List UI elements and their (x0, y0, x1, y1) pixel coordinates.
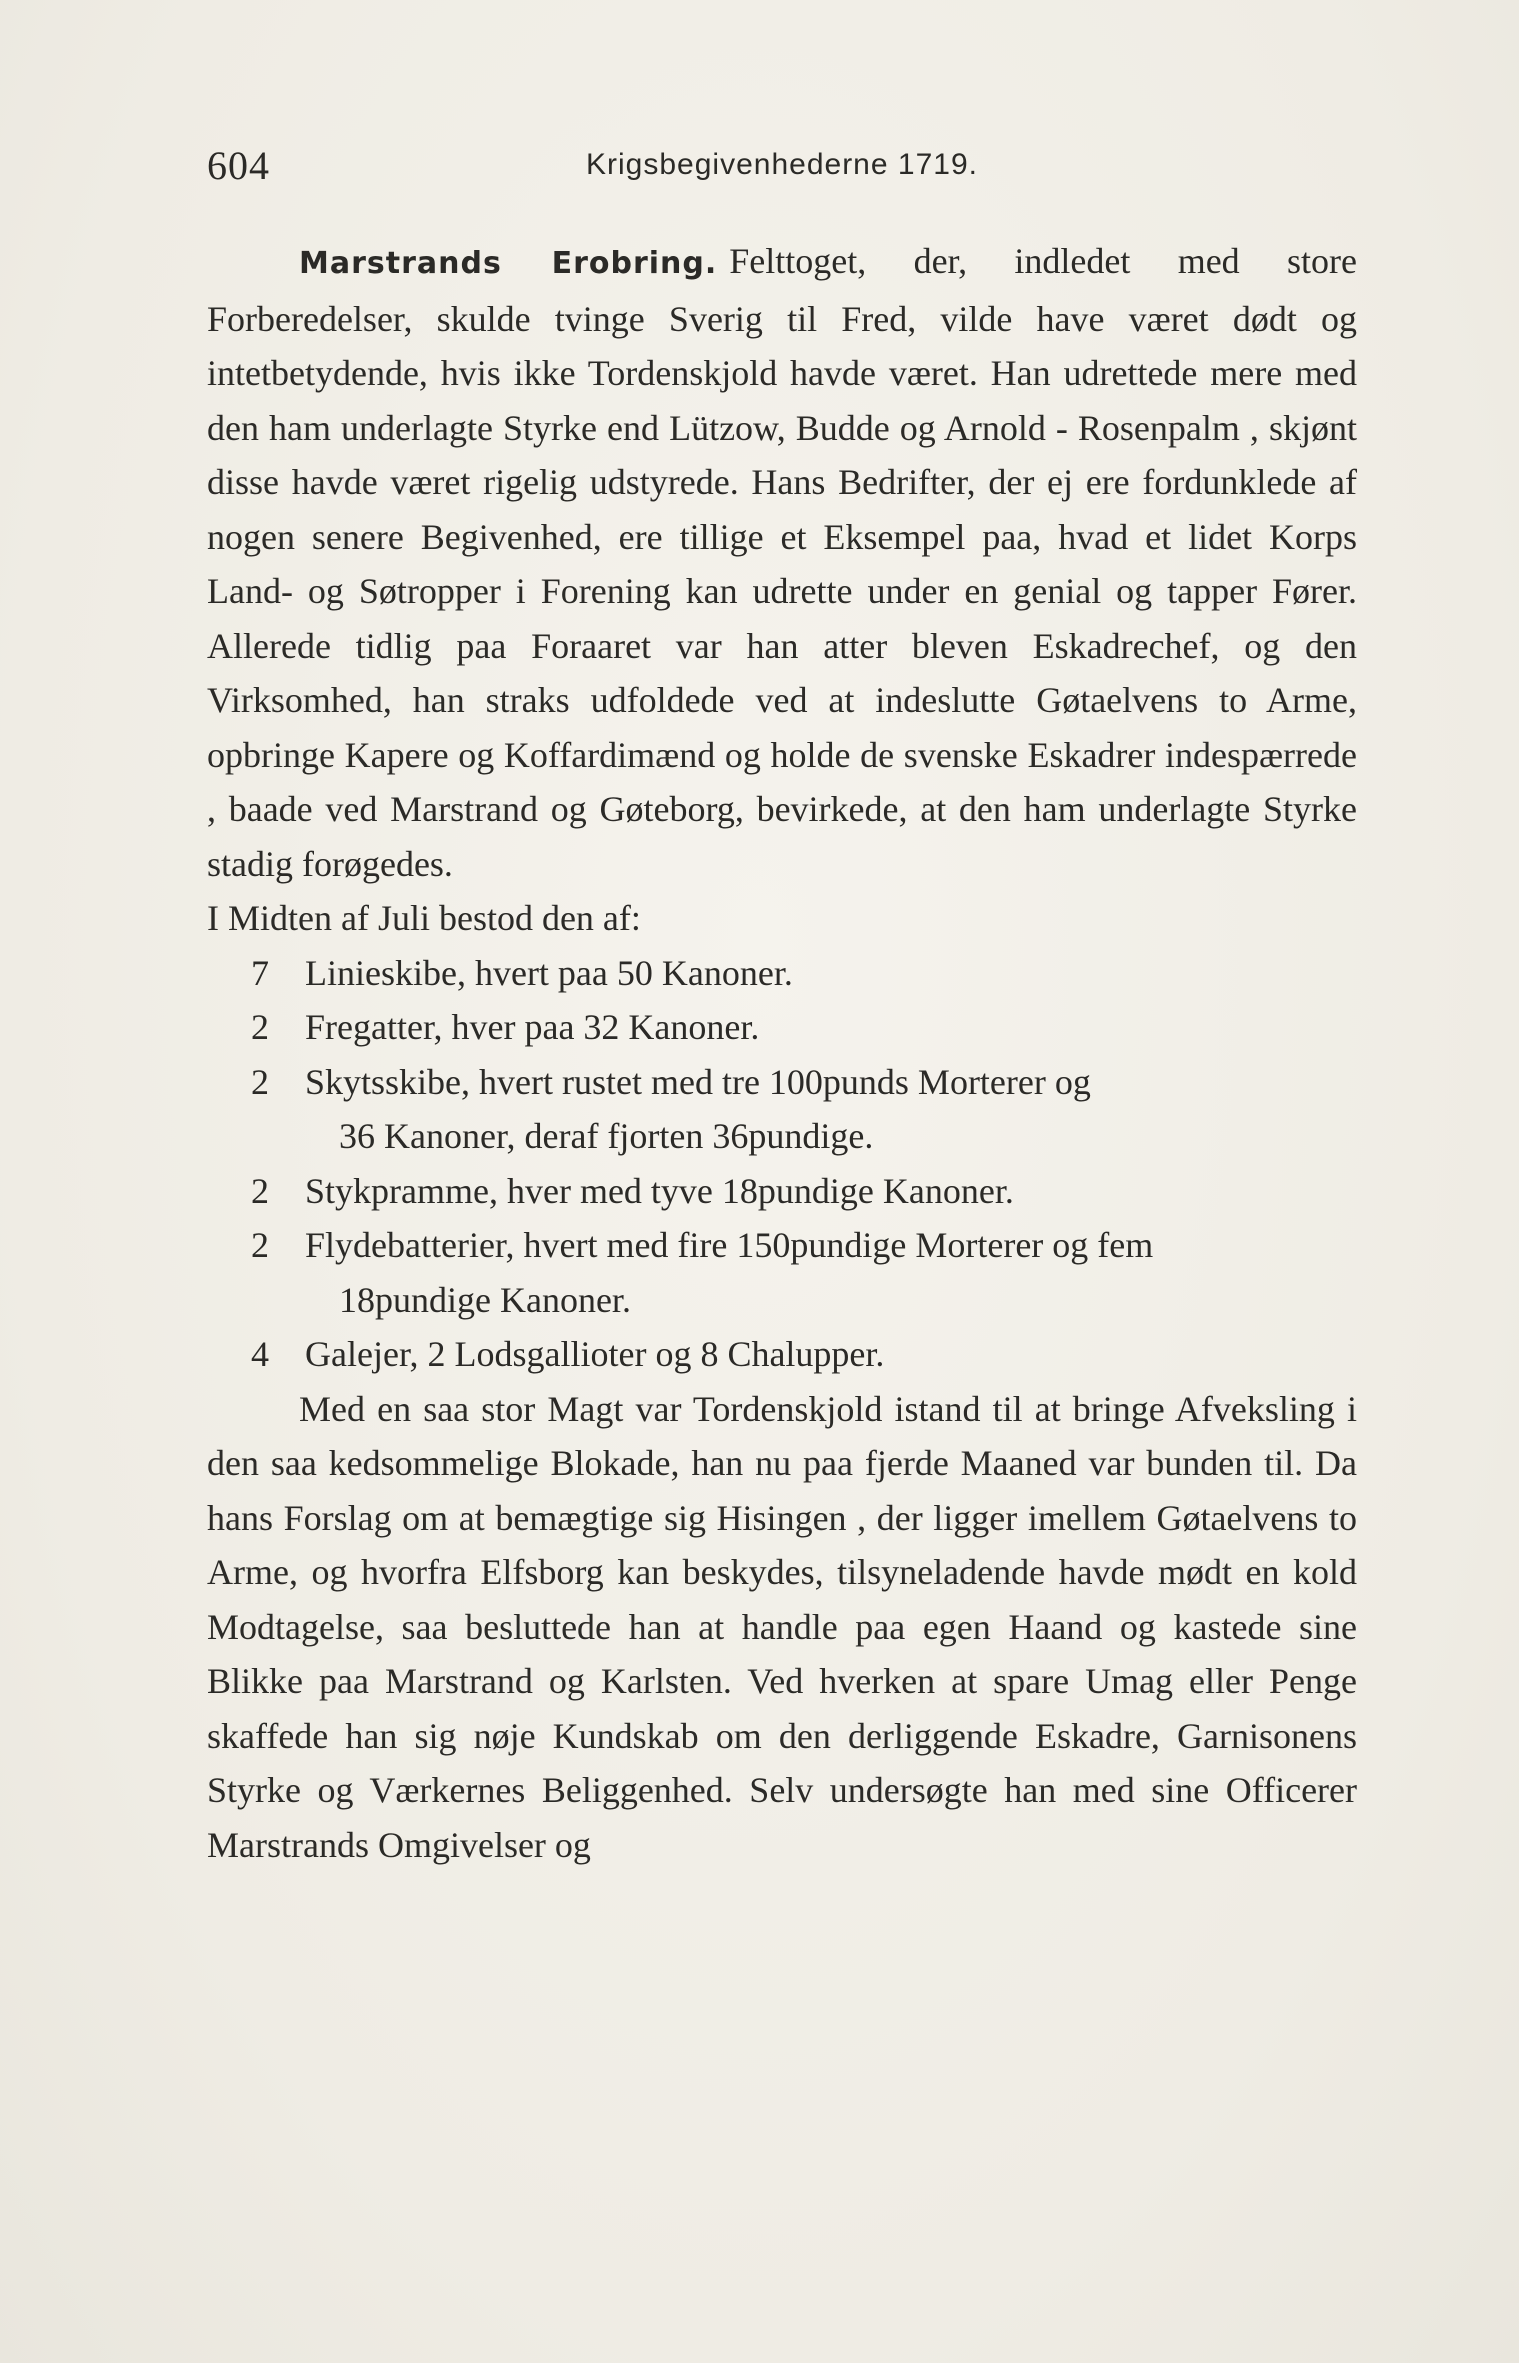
item-count: 4 (251, 1334, 269, 1374)
list-item (207, 1327, 1357, 1382)
list-item (207, 1164, 1357, 1219)
intro-text: Felttoget, der, indledet med store Forberedelser, skulde tvinge Sverig til Fred, vilde have været dødt og intetbetydende, hvis ikke Tordenskjold havde været. Han udrettede mere med den ham underlagte Styrke end Lützow, Budde og Arnold - Rosenpalm , skjønt disse havde været rigelig udstyrede. Hans Bedrifter, der ej ere fordunklede af nogen senere Begivenhed, ere tillige et Eksempel paa, hvad et lidet Korps Land- og Søtropper i Forening kan udrette under en genial og tapper Fører. Allerede tidlig paa Foraaret var han atter bleven Eskadrechef, og den Virksomhed, han straks udfoldede ved at indeslutte Gøtaelvens to Arme, opbringe Kapere og Koffardimænd og holde de svenske Eskadrer indespærrede , baade ved Marstrand og Gøteborg, bevirkede, at den ham underlagte Styrke stadig forøgedes. (207, 241, 1357, 884)
body-text (207, 234, 1357, 1872)
list-item (207, 1055, 1357, 1164)
item-continuation: 36 Kanoner, deraf fjorten 36pundige. (339, 1116, 874, 1156)
item-text: Skytsskibe, hvert rustet med tre 100punds Morterer og 36 Kanoner, deraf fjorten 36pundige. (305, 1055, 1357, 1164)
item-continuation: 18pundige Kanoner. (339, 1279, 631, 1320)
item-text: Linieskibe, hvert paa 50 Kanoner. (305, 952, 793, 993)
list-intro: I Midten af Juli bestod den af: (207, 898, 641, 938)
item-count: 2 (251, 1170, 269, 1211)
item-text: Fregatter, hver paa 32 Kanoner. (305, 1007, 760, 1047)
item-count: 7 (251, 952, 269, 993)
page-number: 604 (207, 143, 270, 188)
item-count: 2 (251, 1225, 269, 1265)
item-text: Flydebatterier, hvert med fire 150pundige Morterer og fem 18pundige Kanoner. (305, 1218, 1357, 1327)
item-text: Galejer, 2 Lodsgallioter og 8 Chalupper. (305, 1334, 885, 1374)
running-head: Krigsbegivenhederne 1719. (586, 148, 978, 181)
closing-paragraph: Med en saa stor Magt var Tordenskjold istand til at bringe Afveksling i den saa kedsommelige Blokade, han nu paa fjerde Maaned var bunden til. Da hans Forslag om at bemægtige sig Hisingen , der ligger imellem Gøtaelvens to Arme, og hvorfra Elfsborg kan beskydes, tilsyneladende havde mødt en kold Modtagelse, saa besluttede han at handle paa egen Haand og kastede sine Blikke paa Marstrand og Karlsten. Ved hverken at spare Umag eller Penge skaffede han sig nøje Kundskab om den derliggende Eskadre, Garnisonens Styrke og Værkernes Beliggenhed. Selv undersøgte han med sine Officerer Marstrands Omgivelser og (207, 1388, 1357, 1865)
item-text: Stykpramme, hver med tyve 18pundige Kanoner. (305, 1170, 1014, 1211)
list-item (207, 946, 1357, 1001)
section-heading: Marstrands Erobring. (299, 246, 718, 281)
list-item (207, 1000, 1357, 1055)
item-count: 2 (251, 1007, 269, 1047)
fleet-list (207, 946, 1357, 1382)
intro-paragraph (207, 234, 1357, 891)
page-header (207, 142, 1357, 192)
list-item (207, 1218, 1357, 1327)
item-count: 2 (251, 1061, 269, 1102)
